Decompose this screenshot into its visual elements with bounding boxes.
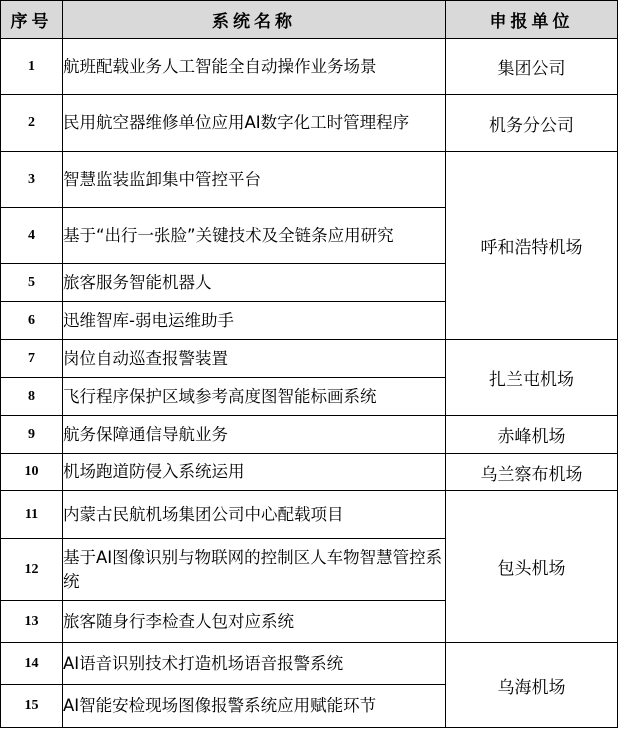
row-unit: 机务分公司 xyxy=(446,95,618,152)
row-seq: 14 xyxy=(1,643,63,685)
row-system-name: 基于AI图像识别与物联网的控制区人车物智慧管控系统 xyxy=(63,539,446,601)
header-row xyxy=(1,1,618,39)
table-row xyxy=(1,95,618,152)
row-seq: 4 xyxy=(1,208,63,264)
row-seq: 15 xyxy=(1,685,63,728)
row-seq: 11 xyxy=(1,491,63,539)
row-system-name: 基于“出行一张脸”关键技术及全链条应用研究 xyxy=(63,208,446,264)
row-system-name: 民用航空器维修单位应用AI数字化工时管理程序 xyxy=(63,95,446,152)
table-row xyxy=(1,643,618,685)
row-system-name: 旅客服务智能机器人 xyxy=(63,264,446,302)
row-system-name: 内蒙古民航机场集团公司中心配载项目 xyxy=(63,491,446,539)
row-seq: 13 xyxy=(1,601,63,643)
row-seq: 3 xyxy=(1,152,63,208)
row-system-name: 机场跑道防侵入系统运用 xyxy=(63,454,446,491)
row-seq: 2 xyxy=(1,95,63,152)
row-unit: 赤峰机场 xyxy=(446,416,618,454)
row-seq: 1 xyxy=(1,39,63,95)
row-system-name: 航务保障通信导航业务 xyxy=(63,416,446,454)
row-unit: 包头机场 xyxy=(446,491,618,643)
header-seq: 序号 xyxy=(1,1,63,39)
row-seq: 12 xyxy=(1,539,63,601)
row-seq: 8 xyxy=(1,378,63,416)
row-system-name: 岗位自动巡查报警装置 xyxy=(63,340,446,378)
row-system-name: 飞行程序保护区域参考高度图智能标画系统 xyxy=(63,378,446,416)
header-unit: 申报单位 xyxy=(446,1,618,39)
row-seq: 7 xyxy=(1,340,63,378)
row-system-name: 航班配载业务人工智能全自动操作业务场景 xyxy=(63,39,446,95)
row-unit: 扎兰屯机场 xyxy=(446,340,618,416)
table-row xyxy=(1,152,618,208)
row-unit: 集团公司 xyxy=(446,39,618,95)
header-name: 系统名称 xyxy=(63,1,446,39)
table-row xyxy=(1,416,618,454)
row-system-name: 智慧监装监卸集中管控平台 xyxy=(63,152,446,208)
row-unit: 乌海机场 xyxy=(446,643,618,728)
row-seq: 5 xyxy=(1,264,63,302)
row-seq: 6 xyxy=(1,302,63,340)
row-system-name: 旅客随身行李检查人包对应系统 xyxy=(63,601,446,643)
row-unit: 呼和浩特机场 xyxy=(446,152,618,340)
row-system-name: 迅维智库-弱电运维助手 xyxy=(63,302,446,340)
table-row xyxy=(1,454,618,491)
row-seq: 10 xyxy=(1,454,63,491)
table-row xyxy=(1,491,618,539)
row-system-name: AI智能安检现场图像报警系统应用赋能环节 xyxy=(63,685,446,728)
row-system-name: AI语音识别技术打造机场语音报警系统 xyxy=(63,643,446,685)
row-seq: 9 xyxy=(1,416,63,454)
row-unit: 乌兰察布机场 xyxy=(446,454,618,491)
table-row xyxy=(1,340,618,378)
table-row xyxy=(1,39,618,95)
